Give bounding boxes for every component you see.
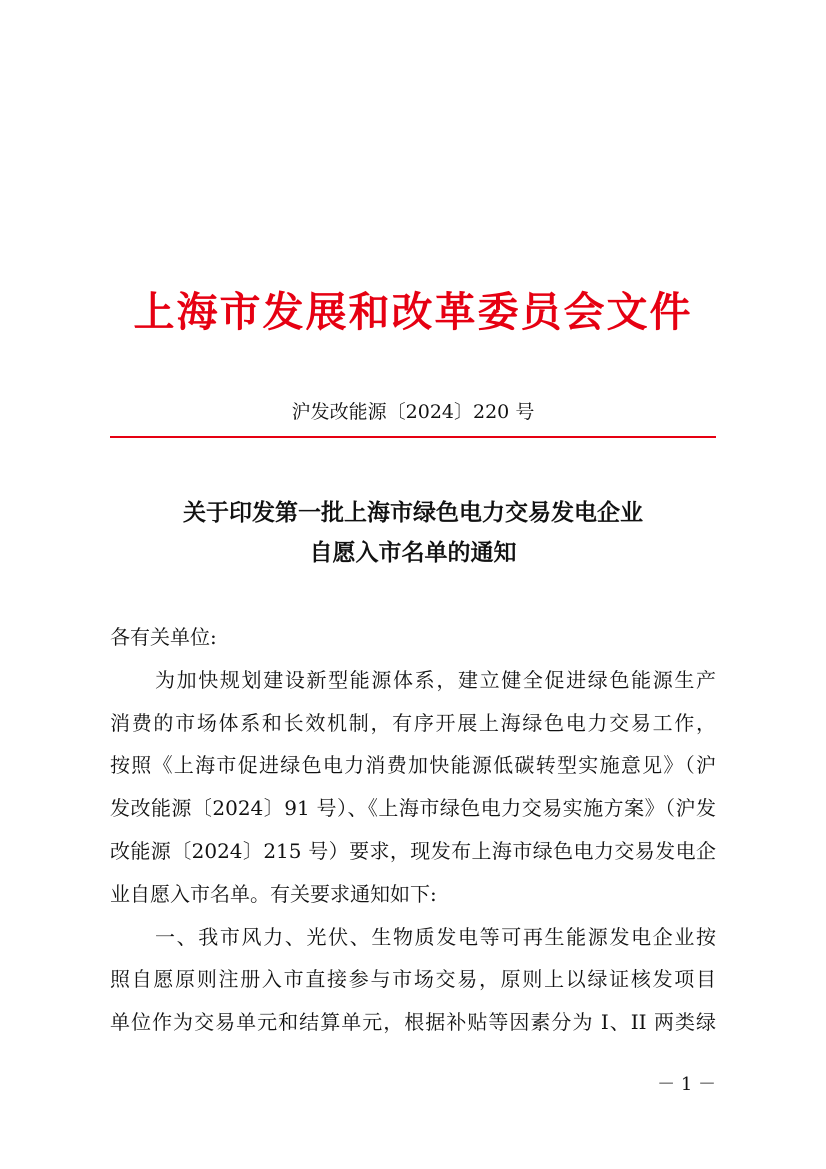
paragraph-line: 消费的市场体系和长效机制，有序开展上海绿色电力交易工作， — [110, 710, 716, 735]
document-title — [0, 493, 826, 573]
paragraph-line: 业自愿入市名单。有关要求通知如下: — [110, 881, 437, 906]
paragraph-line: 改能源〔2024〕215 号）要求，现发布上海市绿色电力交易发电企 — [110, 838, 716, 863]
salutation: 各有关单位: — [110, 625, 217, 649]
issuing-authority-header: 上海市发展和改革委员会文件 — [133, 288, 693, 336]
paragraph-1 — [110, 659, 716, 916]
paragraph-line: 单位作为交易单元和结算单元，根据补贴等因素分为 I、II 两类绿 — [110, 1010, 716, 1035]
paragraph-line: 一、我市风力、光伏、生物质发电等可再生能源发电企业按 — [155, 924, 716, 949]
document-title-line-2: 自愿入市名单的通知 — [309, 539, 517, 566]
paragraph-2 — [110, 916, 716, 1044]
document-body — [110, 616, 716, 1044]
paragraph-line: 为加快规划建设新型能源体系，建立健全促进绿色能源生产 — [155, 667, 716, 692]
document-title-line-1: 关于印发第一批上海市绿色电力交易发电企业 — [183, 499, 643, 526]
red-divider-line — [110, 436, 716, 438]
paragraph-line: 按照《上海市促进绿色电力消费加快能源低碳转型实施意见》（沪 — [110, 753, 716, 778]
paragraph-line: 发改能源〔2024〕91 号）、《上海市绿色电力交易实施方案》（沪发 — [110, 796, 716, 821]
document-number: 沪发改能源〔2024〕220 号 — [291, 401, 535, 423]
paragraph-line: 照自愿原则注册入市直接参与市场交易，原则上以绿证核发项目 — [110, 967, 716, 992]
page-number: － 1 － — [657, 1074, 716, 1095]
